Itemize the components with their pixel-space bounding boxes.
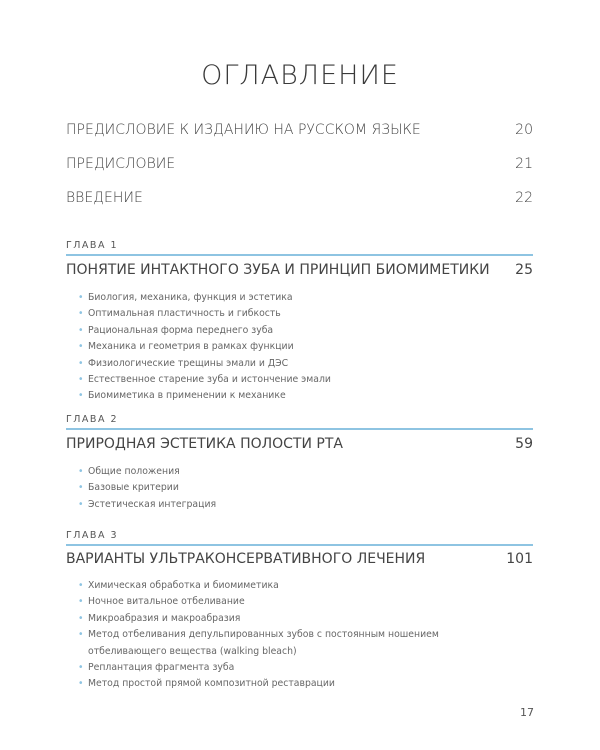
list-item-text: Оптимальная пластичность и гибкость bbox=[88, 308, 281, 320]
list-item bbox=[78, 306, 331, 322]
list-item-text: Метод простой прямой композитной реставрации bbox=[88, 678, 335, 690]
list-item bbox=[78, 594, 439, 610]
chapter-items bbox=[78, 290, 331, 405]
bullet-icon: • bbox=[78, 292, 84, 303]
chapter-divider bbox=[66, 544, 533, 546]
list-item-text: Биомиметика в применении к механике bbox=[88, 390, 286, 402]
bullet-icon: • bbox=[78, 324, 84, 336]
bullet-icon: • bbox=[78, 374, 84, 386]
toc-entry-label: ПРЕДИСЛОВИЕ bbox=[66, 156, 176, 172]
bullet-icon: • bbox=[78, 341, 84, 353]
toc-entry-label: ВВЕДЕНИЕ bbox=[66, 190, 143, 206]
toc-entry-page: 22 bbox=[515, 190, 533, 206]
list-item bbox=[78, 290, 331, 306]
list-item-text: Реплантация фрагмента зуба bbox=[88, 662, 235, 674]
list-item-text: Рациональная форма переднего зуба bbox=[88, 324, 274, 336]
chapter-page: 101 bbox=[506, 551, 533, 567]
toc-entry-page: 20 bbox=[515, 122, 533, 138]
list-item-text: Механика и геометрия в рамках функции bbox=[88, 341, 294, 353]
chapter-page: 25 bbox=[515, 262, 533, 278]
bullet-icon: • bbox=[78, 390, 84, 402]
toc-entry[interactable] bbox=[66, 190, 533, 206]
list-item bbox=[78, 676, 439, 692]
toc-entry-page: 21 bbox=[515, 156, 533, 172]
list-item bbox=[78, 388, 331, 404]
list-item bbox=[78, 372, 331, 388]
list-item-text: Биология, механика, функция и эстетика bbox=[88, 292, 293, 303]
chapter-title: ПОНЯТИЕ ИНТАКТНОГО ЗУБА И ПРИНЦИП БИОМИМЕТИКИ bbox=[66, 262, 490, 278]
list-item bbox=[78, 356, 331, 372]
chapter-title: ВАРИАНТЫ УЛЬТРАКОНСЕРВАТИВНОГО ЛЕЧЕНИЯ bbox=[66, 551, 426, 567]
chapter-label: ГЛАВА 2 bbox=[66, 414, 119, 425]
toc-entry-label: ПРЕДИСЛОВИЕ К ИЗДАНИЮ НА РУССКОМ ЯЗЫКЕ bbox=[66, 122, 421, 138]
chapter-title: ПРИРОДНАЯ ЭСТЕТИКА ПОЛОСТИ РТА bbox=[66, 436, 343, 452]
list-item-text: Микроабразия и макроабразия bbox=[88, 612, 241, 624]
list-item bbox=[78, 611, 439, 627]
list-item-text: Метод отбеливания депульпированных зубов с постоянным ношением bbox=[88, 629, 439, 641]
list-item-text: Физиологические трещины эмали и ДЭС bbox=[88, 357, 289, 369]
chapter-label: ГЛАВА 1 bbox=[66, 240, 119, 251]
list-item bbox=[78, 497, 216, 513]
list-item-text: Эстетическая интеграция bbox=[88, 498, 217, 510]
toc-entry[interactable] bbox=[66, 122, 533, 138]
chapter-items bbox=[78, 464, 216, 513]
page-title: ОГЛАВЛЕНИЕ bbox=[201, 60, 399, 91]
list-item bbox=[78, 627, 439, 643]
bullet-icon: • bbox=[78, 308, 84, 320]
toc-entry[interactable] bbox=[66, 156, 533, 172]
bullet-icon: • bbox=[78, 678, 84, 690]
list-item-continuation bbox=[78, 644, 439, 660]
bullet-icon: • bbox=[78, 662, 84, 674]
list-item-text: Ночное витальное отбеливание bbox=[88, 596, 245, 608]
chapter-title-row[interactable] bbox=[66, 551, 533, 567]
list-item bbox=[78, 578, 439, 594]
list-item bbox=[78, 660, 439, 676]
list-item-text: отбеливающего вещества (walking bleach) bbox=[88, 645, 297, 657]
chapter-title-row[interactable] bbox=[66, 262, 533, 278]
bullet-icon: • bbox=[78, 629, 84, 641]
bullet-icon: • bbox=[78, 466, 84, 477]
chapter-divider bbox=[66, 254, 533, 256]
list-item bbox=[78, 480, 216, 496]
page-number: 17 bbox=[520, 706, 534, 719]
list-item-text: Химическая обработка и биомиметика bbox=[88, 580, 279, 591]
bullet-icon: • bbox=[78, 580, 84, 591]
list-item-text: Общие положения bbox=[88, 466, 180, 477]
chapter-label: ГЛАВА 3 bbox=[66, 530, 119, 541]
chapter-items bbox=[78, 578, 439, 693]
chapter-divider bbox=[66, 428, 533, 430]
list-item bbox=[78, 323, 331, 339]
bullet-icon: • bbox=[78, 612, 84, 624]
bullet-icon: • bbox=[78, 357, 84, 369]
list-item bbox=[78, 339, 331, 355]
bullet-icon: • bbox=[78, 482, 84, 494]
list-item-text: Базовые критерии bbox=[88, 482, 179, 494]
list-item bbox=[78, 464, 216, 480]
chapter-page: 59 bbox=[515, 436, 533, 452]
chapter-title-row[interactable] bbox=[66, 436, 533, 452]
bullet-icon: • bbox=[78, 498, 84, 510]
list-item-text: Естественное старение зуба и истончение эмали bbox=[88, 374, 331, 386]
bullet-icon: • bbox=[78, 596, 84, 608]
